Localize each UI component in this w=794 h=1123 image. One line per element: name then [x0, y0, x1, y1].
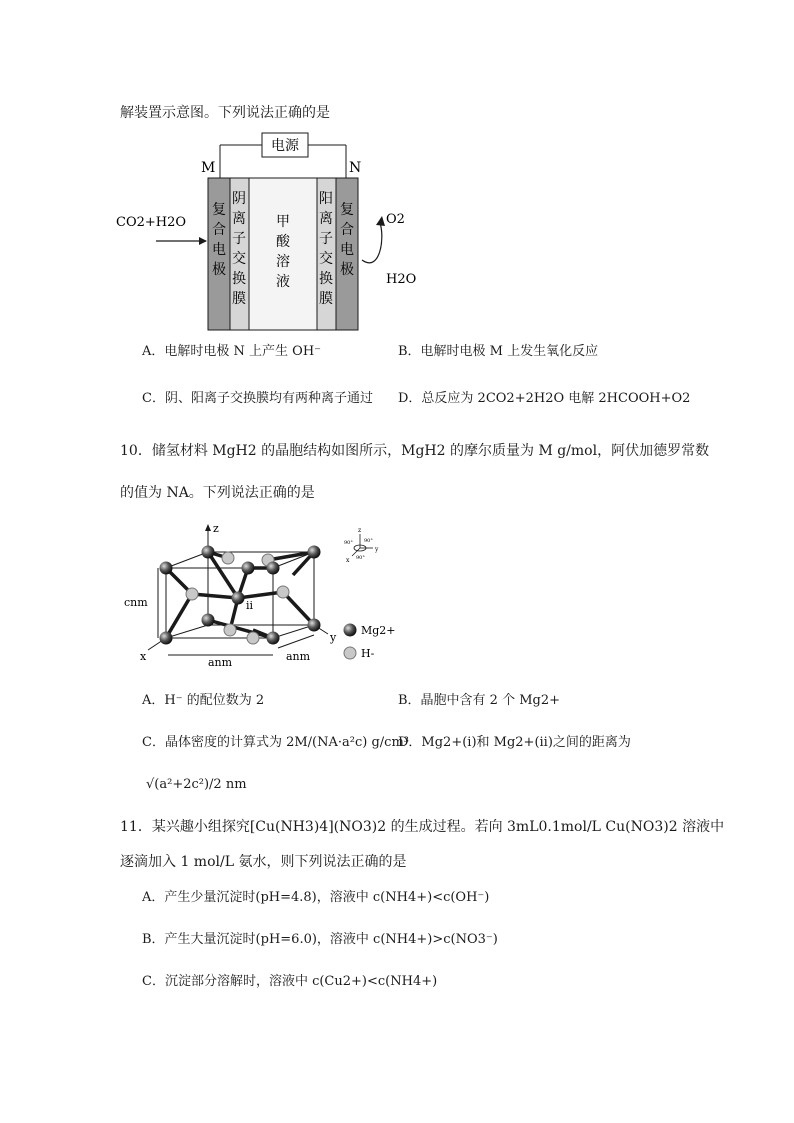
axis-x: x: [346, 557, 350, 564]
fig-y: y: [330, 631, 337, 644]
fig-anm2: anm: [286, 650, 311, 663]
col2-char: 膜: [232, 291, 246, 307]
col4-char: 阳: [319, 191, 333, 207]
left-input-label: CO2+H2O: [116, 215, 187, 230]
axis-deg1: 90°: [344, 540, 353, 546]
q11-option-b: B．产生大量沉淀时(pH=6.0)，溶液中 c(NH4+)>c(NO3⁻): [142, 932, 498, 947]
col4-char: 膜: [319, 291, 333, 307]
col5-char: 电: [340, 242, 354, 258]
col1-char: 电: [212, 242, 226, 258]
col3-char: 甲: [276, 214, 290, 230]
col2-char: 离: [232, 211, 246, 227]
q9-option-a: A．电解时电极 N 上产生 OH⁻: [142, 344, 322, 359]
col3-char: 酸: [276, 234, 290, 250]
q11-stem-line1: 11．某兴趣小组探究[Cu(NH3)4](NO3)2 的生成过程。若向 3mL0.1mol/L Cu(NO3)2 溶液中: [120, 819, 725, 835]
label-N: N: [349, 160, 362, 176]
q10-option-d-formula: √(a²+2c²)/2 nm: [146, 777, 247, 792]
axis-z: z: [358, 527, 362, 534]
q10-option-a: A．H⁻ 的配位数为 2: [142, 693, 265, 708]
q9-option-c: C．阴、阳离子交换膜均有两种离子通过: [142, 391, 373, 406]
q10-stem-line1: 10．储氢材料 MgH2 的晶胞结构如图所示，MgH2 的摩尔质量为 M g/mol，阿伏加德罗常数: [120, 443, 710, 459]
q11-stem-line2: 逐滴加入 1 mol/L 氨水，则下列说法正确的是: [120, 854, 407, 870]
col2-char: 阴: [232, 191, 246, 207]
col5-char: 极: [340, 262, 354, 278]
right-input-label: H2O: [386, 272, 417, 287]
right-output-label: O2: [386, 212, 405, 227]
q11-option-c: C．沉淀部分溶解时，溶液中 c(Cu2+)<c(NH4+): [142, 974, 438, 989]
axis-deg3: 90°: [356, 555, 365, 561]
fig-x: x: [140, 650, 147, 663]
axis-y: y: [375, 546, 379, 553]
power-label: 电源: [271, 138, 299, 154]
col3-char: 溶: [276, 254, 290, 270]
col4-char: 离: [319, 211, 333, 227]
col4-char: 交: [319, 251, 333, 267]
q10-option-c: C．晶体密度的计算式为 2M/(NA·a²c) g/cm³: [142, 735, 409, 750]
fig-cnm: cnm: [124, 596, 148, 609]
col4-char: 换: [319, 271, 333, 287]
fig-anm1: anm: [208, 656, 233, 669]
q10-stem-line2: 的值为 NA。下列说法正确的是: [120, 485, 315, 501]
col2-char: 子: [232, 231, 246, 247]
fig-ii: ii: [246, 599, 254, 612]
intro-text: 解装置示意图。下列说法正确的是: [120, 105, 330, 121]
col1-char: 合: [212, 222, 226, 238]
fig-z: z: [213, 522, 219, 535]
q11-option-a: A．产生少量沉淀时(pH=4.8)，溶液中 c(NH4+)<c(OH⁻): [142, 890, 490, 905]
q9-option-b: B．电解时电极 M 上发生氧化反应: [398, 344, 599, 359]
crystal-cell-figure: [118, 520, 408, 670]
legend-mg: Mg2+: [361, 624, 396, 637]
legend-h: H-: [361, 647, 375, 660]
electrolysis-diagram: [110, 128, 430, 338]
col4-char: 子: [319, 231, 333, 247]
q10-option-b: B．晶胞中含有 2 个 Mg2+: [398, 693, 561, 708]
axis-deg2: 90°: [364, 538, 373, 544]
col1-char: 复: [212, 202, 226, 218]
col1-char: 极: [212, 262, 226, 278]
col3-char: 液: [276, 274, 290, 290]
q10-option-d: D．Mg2+(i)和 Mg2+(ii)之间的距离为: [398, 735, 631, 750]
col5-char: 合: [340, 222, 354, 238]
col2-char: 换: [232, 271, 246, 287]
label-M: M: [201, 160, 216, 176]
q9-option-d: D．总反应为 2CO2+2H2O 电解 2HCOOH+O2: [398, 391, 691, 406]
col5-char: 复: [340, 202, 354, 218]
col2-char: 交: [232, 251, 246, 267]
